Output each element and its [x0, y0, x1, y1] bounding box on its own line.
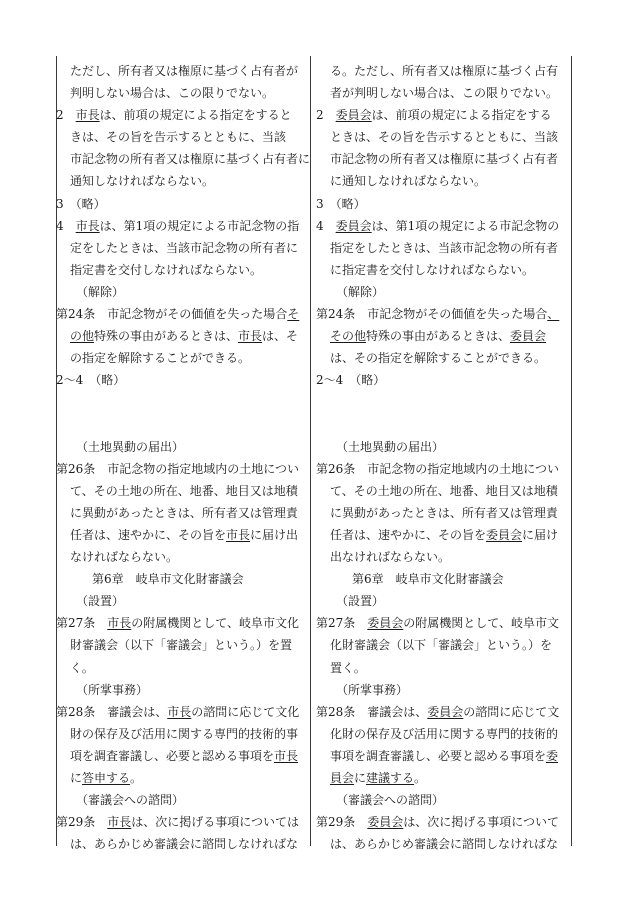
left-text-line: 通知しなければならない。 — [70, 174, 215, 189]
text-segment: は、そ — [262, 329, 299, 344]
right-text-line: 置く。 — [330, 660, 366, 675]
left-text-line: 指定書を交付しなければならない。 — [70, 262, 263, 277]
underlined-amended-text: 員会 — [330, 771, 355, 785]
left-text-line — [56, 612, 306, 634]
right-text-line: る。ただし、所有者又は権原に基づく占有 — [330, 64, 559, 78]
text-segment: の諮問に応じて文 — [463, 704, 560, 719]
center-divider-line — [310, 56, 311, 846]
right-text-line: （審議会への諮問） — [336, 793, 445, 808]
left-text-line — [56, 104, 306, 126]
left-text-line: きは、その旨を告示するとともに、当該 — [70, 130, 287, 145]
text-segment: 特殊の事由があるときは、 — [94, 329, 239, 344]
underlined-amended-text: 委員会 — [335, 108, 372, 123]
right-text-line: 2〜4 （略） — [316, 373, 386, 388]
right-text-line: 出なければならない。 — [330, 550, 451, 565]
left-text-line: 第6章 岐阜市文化財審議会 — [92, 572, 244, 587]
right-text-line: ときは、その旨を告示するとともに、当該 — [330, 130, 559, 145]
text-segment: 第29条 — [56, 815, 108, 830]
right-text-line — [316, 745, 570, 767]
text-segment: は、前項の規定による指定をする — [371, 108, 552, 123]
right-text-line: （所掌事務） — [336, 682, 409, 697]
underlined-amended-text: 委員会 — [486, 527, 523, 542]
underlined-amended-text: 市長 — [274, 748, 299, 763]
right-text-line: 第26条 市記念物の指定地域内の土地につい — [316, 461, 560, 476]
right-text-line — [316, 325, 570, 347]
underlined-amended-text: 市長 — [75, 108, 100, 123]
text-segment: 特殊の事由があるときは、 — [366, 329, 511, 344]
text-segment: 任者は、速やかに、その旨を — [70, 527, 227, 542]
text-segment: 4 — [56, 218, 76, 233]
right-text-line: 化財審議会（以下「審議会」という。）を — [330, 638, 553, 653]
left-text-line: なければならない。 — [70, 550, 179, 565]
right-text-line: 化財の保存及び活用に関する専門的技術的 — [330, 726, 559, 741]
right-text-line: （設置） — [336, 594, 385, 609]
left-text-line: く。 — [70, 660, 94, 675]
underlined-amended-text: 委員会 — [335, 218, 372, 233]
right-text-line — [316, 303, 570, 325]
underlined-amended-text: そ — [287, 307, 300, 322]
right-text-line — [316, 215, 570, 237]
left-text-line: に異動があったときは、所有者又は管理責 — [70, 505, 298, 520]
right-text-line: （土地異動の届出） — [336, 439, 445, 454]
underlined-amended-text: 委員会 — [427, 704, 464, 719]
right-column-revised-text — [316, 60, 570, 855]
underlined-amended-text: 、 — [547, 307, 560, 322]
text-segment: 第24条 市記念物がその価値を失った場合 — [316, 307, 548, 322]
right-blank-line — [316, 391, 570, 413]
text-segment: の附属機関として、岐阜市文化 — [131, 616, 300, 631]
right-border-line — [571, 56, 572, 846]
text-segment: 任者は、速やかに、その旨を — [330, 527, 487, 542]
right-text-line — [316, 104, 570, 126]
left-text-line: （解除） — [76, 284, 125, 299]
underlined-amended-text: 市長 — [167, 704, 192, 719]
right-text-line: 指定をしたときは、当該市記念物の所有者 — [330, 240, 559, 255]
right-text-line — [316, 701, 570, 723]
underlined-amended-text: 市長 — [75, 218, 100, 233]
right-text-line: 第6章 岐阜市文化財審議会 — [352, 572, 504, 587]
text-segment: 。 — [130, 771, 143, 785]
left-text-line: （審議会への諮問） — [76, 793, 185, 808]
text-segment: 第29条 — [316, 815, 368, 830]
text-segment: 第28条 審議会は、 — [56, 704, 168, 719]
underlined-amended-text: 委員会 — [510, 329, 547, 344]
text-segment: 第24条 市記念物がその価値を失った場合 — [56, 307, 288, 322]
underlined-amended-text: 委員会 — [367, 815, 404, 830]
text-segment: に — [70, 771, 83, 785]
left-text-line — [56, 325, 306, 347]
text-segment: 2 — [56, 108, 76, 123]
text-segment: に届け出 — [250, 527, 299, 542]
right-text-line: 市記念物の所有者又は権原に基づく占有者 — [330, 152, 559, 167]
text-segment: 。 — [414, 771, 427, 785]
left-text-line: 判明しない場合は、この限りでない。 — [70, 86, 275, 101]
left-text-line: 定をしたときは、当該市記念物の所有者に — [70, 240, 299, 255]
left-text-line — [56, 811, 306, 833]
left-text-line: 市記念物の所有者又は権原に基づく占有者に — [70, 152, 311, 167]
text-segment: 事項を調査審議し、必要と認める事項を — [330, 748, 547, 763]
left-text-line: （所掌事務） — [76, 682, 149, 697]
left-text-line: 第26条 市記念物の指定地域内の土地につい — [56, 461, 300, 476]
text-segment: は、次に掲げる事項については — [131, 815, 300, 830]
right-text-line: は、その指定を解除することができる。 — [330, 351, 547, 366]
right-text-line — [316, 767, 570, 789]
left-text-line: 財審議会（以下「審議会」という。）を置 — [70, 638, 293, 653]
underlined-amended-text: 市長 — [107, 616, 132, 631]
left-text-line — [56, 303, 306, 325]
text-segment: は、前項の規定による指定をすると — [99, 108, 292, 123]
underlined-amended-text: 委員会 — [367, 616, 404, 631]
text-segment: は、第1項の規定による市記念物の — [371, 218, 560, 233]
right-text-line — [316, 811, 570, 833]
underlined-amended-text: 市長 — [226, 527, 251, 542]
right-text-line: は、あらかじめ審議会に諮問しなければな — [330, 837, 559, 852]
left-text-line: （設置） — [76, 594, 125, 609]
text-segment: 4 — [316, 218, 336, 233]
left-blank-line — [56, 391, 306, 413]
text-segment: は、第1項の規定による市記念物の指 — [99, 218, 300, 233]
underlined-amended-text: の他 — [70, 329, 95, 344]
left-text-line: 2〜4 （略） — [56, 373, 126, 388]
text-segment: 第28条 審議会は、 — [316, 704, 428, 719]
right-text-line: に異動があったときは、所有者又は管理責 — [330, 505, 558, 520]
left-text-line — [56, 524, 306, 546]
right-text-line — [316, 524, 570, 546]
left-text-line: て、その土地の所在、地番、地目又は地積 — [70, 483, 298, 498]
left-text-line — [56, 701, 306, 723]
left-text-line: （土地異動の届出） — [76, 439, 185, 454]
underlined-amended-text: 建議する — [366, 771, 415, 785]
left-text-line: は、あらかじめ審議会に諮問しなければな — [70, 837, 299, 852]
left-text-line — [56, 745, 306, 767]
left-text-line: 3 （略） — [56, 196, 106, 211]
underlined-amended-text: 市長 — [238, 329, 263, 344]
text-segment: 第27条 — [56, 616, 108, 631]
right-blank-line — [316, 414, 570, 436]
right-text-line: に通知しなければならない。 — [330, 174, 487, 189]
left-text-line: ただし、所有者又は権原に基づく占有者が — [70, 64, 299, 78]
text-segment: 項を調査審議し、必要と認める事項を — [70, 748, 275, 763]
underlined-amended-text: 答申する — [82, 771, 131, 785]
underlined-amended-text: その他 — [330, 329, 367, 344]
text-segment: に — [354, 771, 367, 785]
underlined-amended-text: 市長 — [107, 815, 132, 830]
right-text-line: に指定書を交付しなければならない。 — [330, 262, 535, 277]
right-text-line: 者が判明しない場合は、この限りでない。 — [330, 86, 559, 101]
text-segment: に届け — [522, 527, 559, 542]
underlined-amended-text: 委 — [546, 748, 559, 763]
left-blank-line — [56, 414, 306, 436]
left-text-line: の指定を解除することができる。 — [70, 351, 251, 366]
text-segment: は、次に掲げる事項について — [403, 815, 560, 830]
left-text-line: 財の保存及び活用に関する専門的技術的事 — [70, 726, 299, 741]
text-segment: の附属機関として、岐阜市文 — [403, 616, 560, 631]
right-text-line: 3 （略） — [316, 196, 366, 211]
left-column-current-text — [56, 60, 311, 855]
left-text-line — [56, 767, 306, 789]
right-text-line: て、その土地の所在、地番、地目又は地積 — [330, 483, 558, 498]
right-text-line: （解除） — [336, 284, 385, 299]
text-segment: の諮問に応じて文化 — [191, 704, 300, 719]
left-text-line — [56, 215, 306, 237]
text-segment: 第27条 — [316, 616, 368, 631]
right-text-line — [316, 612, 570, 634]
text-segment: 2 — [316, 108, 336, 123]
